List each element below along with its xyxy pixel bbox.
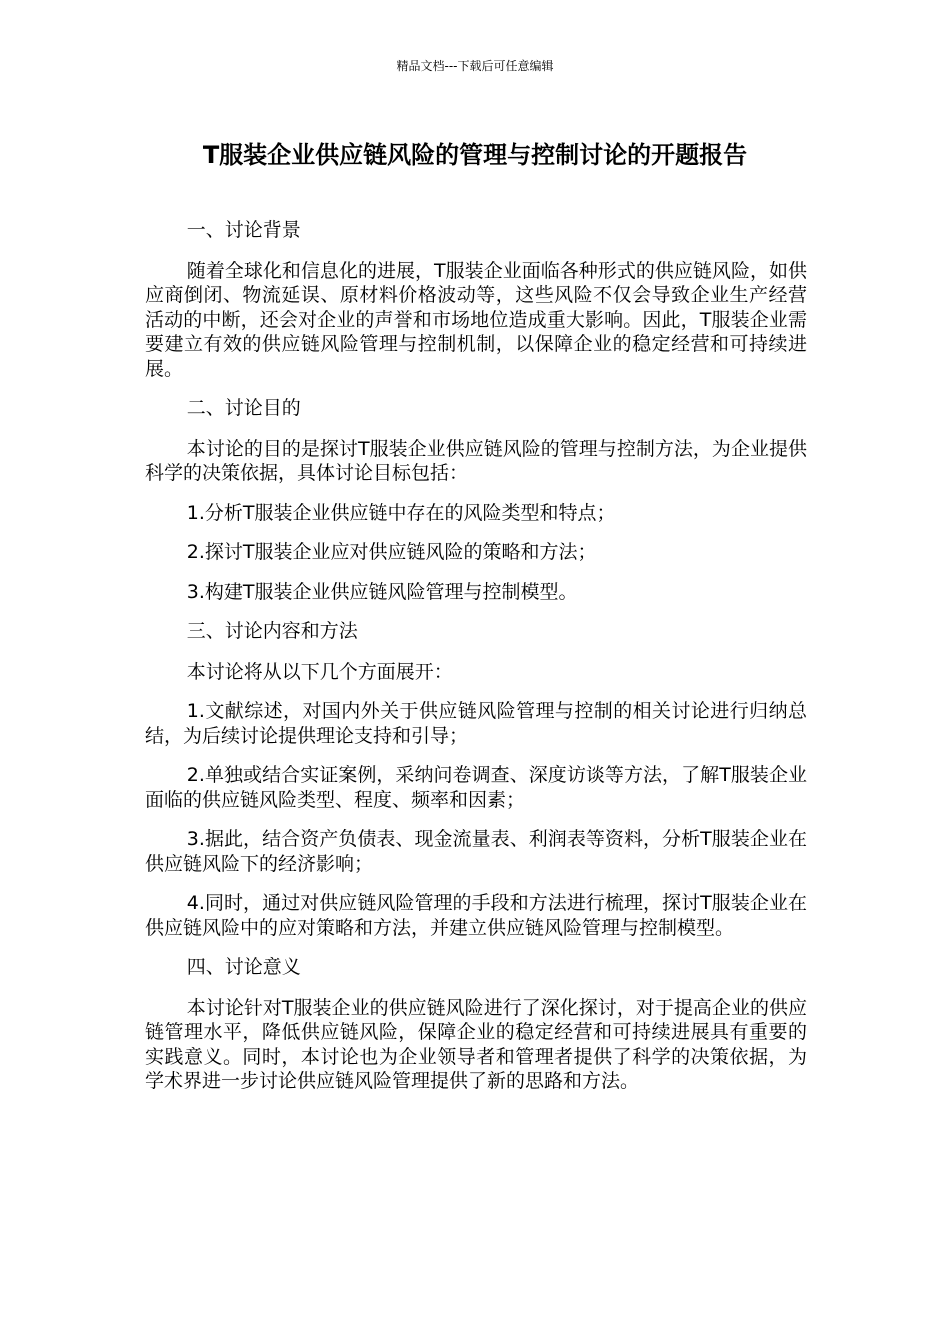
list-item-goal-1: 1.分析T服装企业供应链中存在的风险类型和特点； [186,501,616,524]
page-header: 精品文档---下载后可任意编辑 [396,59,554,73]
section-heading-content-methods: 三、讨论内容和方法 [186,620,358,642]
list-item-content-1: 1.文献综述，对国内外关于供应链风险管理与控制的相关讨论进行归纳总结，为后续讨论提供理论支持和引导； [145,700,807,747]
document-title: T服装企业供应链风险的管理与控制讨论的开题报告 [202,141,748,169]
paragraph-significance: 本讨论针对T服装企业的供应链风险进行了深化探讨，对于提高企业的供应链管理水平，降低供应链风险，保障企业的稳定经营和可持续进展具有重要的实践意义。同时，本讨论也为企业领导者和管理者提供了科学的决策依据，为学术界进一步讨论供应链风险管理提供了新的思路和方法。 [145,996,807,1092]
list-item-goal-3: 3.构建T服装企业供应链风险管理与控制模型。 [186,580,578,603]
list-item-content-2: 2.单独或结合实证案例，采纳问卷调查、深度访谈等方法，了解T服装企业面临的供应链风险类型、程度、频率和因素； [145,764,807,811]
list-item-content-3: 3.据此，结合资产负债表、现金流量表、利润表等资料，分析T服装企业在供应链风险下的经济影响； [145,828,807,875]
document-body [145,218,807,1109]
section-heading-significance: 四、讨论意义 [186,956,301,978]
paragraph-background: 随着全球化和信息化的进展，T服装企业面临各种形式的供应链风险，如供应商倒闭、物流延误、原材料价格波动等，这些风险不仅会导致企业生产经营活动的中断，还会对企业的声誉和市场地位造成重大影响。因此，T服装企业需要建立有效的供应链风险管理与控制机制，以保障企业的稳定经营和可持续进展。 [145,259,807,380]
section-heading-background: 一、讨论背景 [186,219,301,241]
section-heading-purpose: 二、讨论目的 [186,397,301,419]
paragraph-purpose: 本讨论的目的是探讨T服装企业供应链风险的管理与控制方法，为企业提供科学的决策依据，具体讨论目标包括： [145,437,807,484]
list-item-goal-2: 2.探讨T服装企业应对供应链风险的策略和方法； [186,541,597,563]
paragraph-content-intro: 本讨论将从以下几个方面展开： [186,660,453,683]
list-item-content-4: 4.同时，通过对供应链风险管理的手段和方法进行梳理，探讨T服装企业在供应链风险中的应对策略和方法，并建立供应链风险管理与控制模型。 [145,892,807,939]
